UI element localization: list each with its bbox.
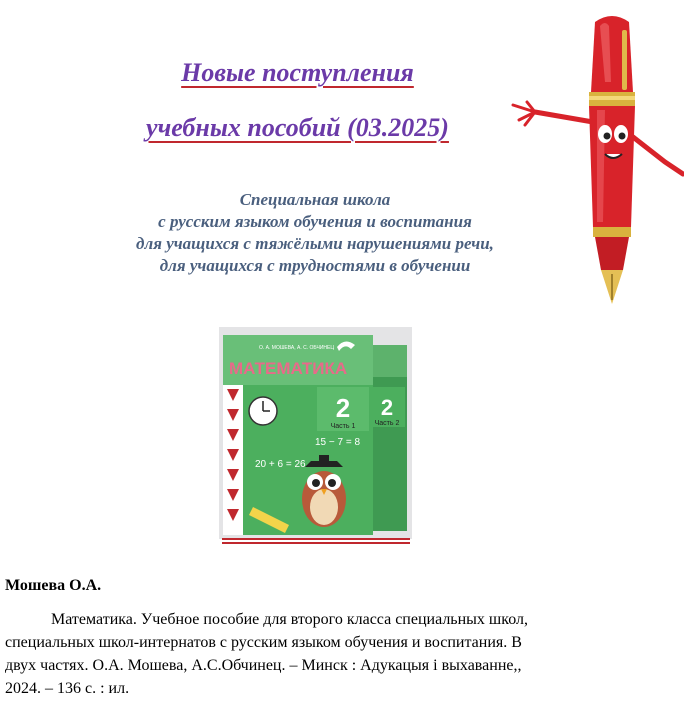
book-equation: 15 − 7 = 8 <box>315 437 361 448</box>
school-description <box>70 189 560 277</box>
description-line: двух частях. О.А. Мошева, А.С.Обчинец. – Минск : Адукацыя і выхаванне,, <box>5 657 522 674</box>
owl-icon <box>302 455 346 527</box>
book-author: Мошева О.А. <box>5 577 102 594</box>
book-description <box>5 608 605 700</box>
school-line: с русским языком обучения и воспитания <box>158 212 472 231</box>
description-line: специальных школ-интернатов с русским языком обучения и воспитания. В <box>5 634 522 651</box>
book-cover-authors: О. А. МОШЕВА, А. С. ОБЧИНЕЦ <box>259 345 335 351</box>
book-equation: 20 + 6 = 26 <box>255 459 306 470</box>
book-part2-label: Часть 2 <box>374 420 400 427</box>
school-line: для учащихся с трудностями в обучении <box>159 256 471 275</box>
school-line: для учащихся с тяжёлыми нарушениями речи, <box>136 234 494 253</box>
book-grade: 2 <box>335 393 351 423</box>
book-part1-label: Часть 1 <box>330 423 356 430</box>
description-line: Математика. Учебное пособие для второго класса специальных школ, <box>51 611 528 628</box>
page-title-line1: Новые поступления <box>181 58 414 87</box>
school-line: Специальная школа <box>239 190 391 209</box>
divider <box>222 538 410 544</box>
description-line: 2024. – 136 с. : ил. <box>5 680 130 697</box>
clock-icon <box>249 397 277 425</box>
page-title-line2: учебных пособий (03.2025) <box>146 113 449 142</box>
book-cover-image <box>219 327 412 539</box>
pen-mascot-icon <box>505 12 684 310</box>
svg-text:2: 2 <box>380 395 394 420</box>
book-cover-title: МАТЕМАТИКА <box>229 359 348 378</box>
